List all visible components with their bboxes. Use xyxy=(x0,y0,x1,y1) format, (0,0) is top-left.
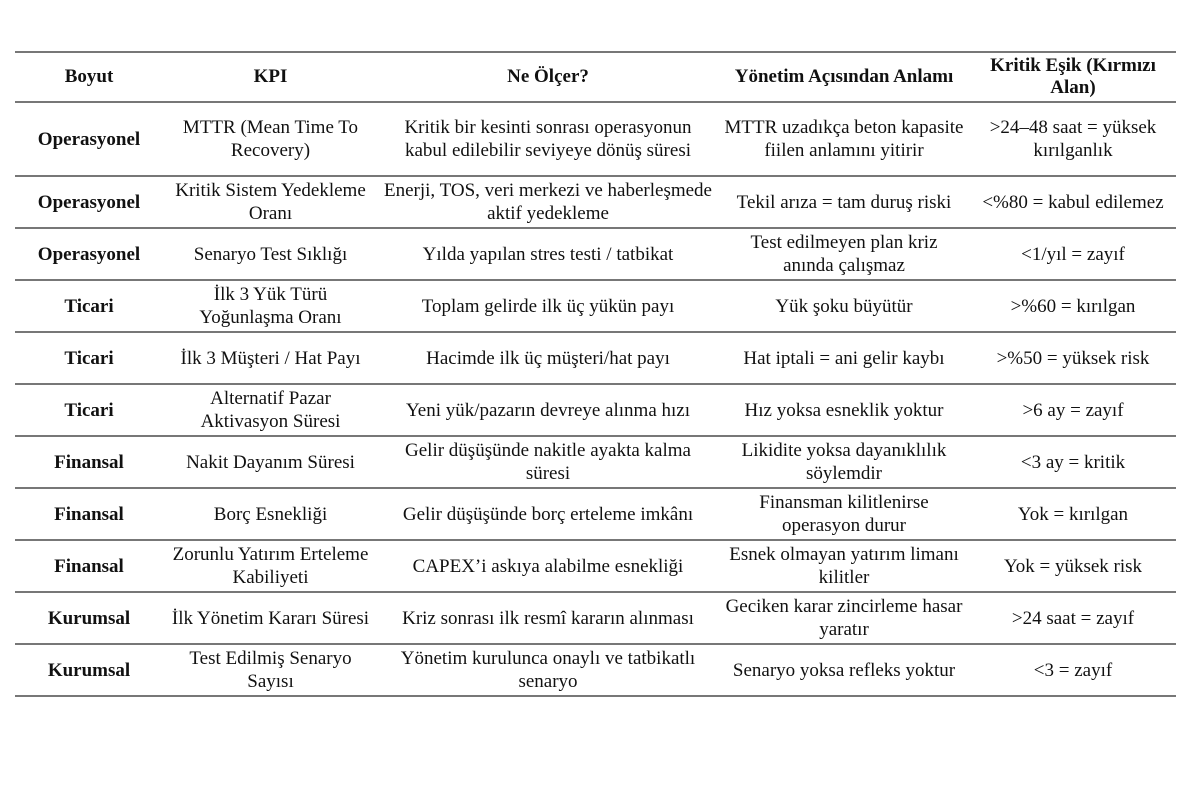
cell-ne-olcer: Yeni yük/pazarın devreye alınma hızı xyxy=(405,399,691,421)
table-header xyxy=(15,52,1176,102)
cell-kritik-esik: <3 = zayıf xyxy=(1033,659,1113,681)
cell-kritik-esik: >%60 = kırılgan xyxy=(1010,295,1136,317)
cell-kritik-esik: >%50 = yüksek risk xyxy=(996,347,1150,369)
cell-kritik-esik: Yok = yüksek risk xyxy=(1003,555,1143,577)
cell-boyut: Ticari xyxy=(64,295,114,317)
table-row xyxy=(15,228,1176,280)
cell-kpi: İlk 3 Yük Türü Yoğunlaşma Oranı xyxy=(199,284,342,328)
cell-ne-olcer: Kriz sonrası ilk resmî kararın alınması xyxy=(402,607,694,629)
cell-yonetim-anlami: Hız yoksa esneklik yoktur xyxy=(744,399,944,421)
cell-yonetim-anlami: Test edilmeyen plan kriz anında çalışmaz xyxy=(750,232,938,276)
cell-ne-olcer: Gelir düşüşünde nakitle ayakta kalma süresi xyxy=(405,440,691,484)
cell-kritik-esik: <1/yıl = zayıf xyxy=(1021,243,1125,265)
cell-boyut: Finansal xyxy=(54,555,124,577)
cell-ne-olcer: Toplam gelirde ilk üç yükün payı xyxy=(421,295,675,317)
table-row xyxy=(15,384,1176,436)
table-row xyxy=(15,102,1176,176)
cell-kpi: İlk 3 Müşteri / Hat Payı xyxy=(180,347,361,369)
cell-yonetim-anlami: MTTR uzadıkça beton kapasite fiilen anlamını yitirir xyxy=(724,117,964,161)
cell-kpi: Alternatif Pazar Aktivasyon Süresi xyxy=(200,388,341,432)
cell-kpi: İlk Yönetim Kararı Süresi xyxy=(171,607,370,629)
table-row xyxy=(15,488,1176,540)
cell-ne-olcer: Kritik bir kesinti sonrası operasyonun kabul edilebilir seviyeye dönüş süresi xyxy=(404,117,692,161)
cell-kpi: MTTR (Mean Time To Recovery) xyxy=(182,117,359,161)
cell-boyut: Operasyonel xyxy=(37,243,141,265)
cell-kritik-esik: <3 ay = kritik xyxy=(1020,451,1126,473)
cell-boyut: Finansal xyxy=(54,451,124,473)
cell-boyut: Kurumsal xyxy=(47,607,131,629)
header-ne-olcer: Ne Ölçer? xyxy=(507,66,589,87)
cell-boyut: Ticari xyxy=(64,399,114,421)
cell-kritik-esik: Yok = kırılgan xyxy=(1017,503,1129,525)
cell-ne-olcer: Enerji, TOS, veri merkezi ve haberleşmede aktif yedekleme xyxy=(384,180,712,224)
table-row xyxy=(15,280,1176,332)
cell-kpi: Nakit Dayanım Süresi xyxy=(186,451,355,473)
header-boyut: Boyut xyxy=(64,66,114,87)
table-row xyxy=(15,592,1176,644)
kpi-table xyxy=(15,51,1176,697)
cell-kritik-esik: >24–48 saat = yüksek kırılganlık xyxy=(989,117,1157,161)
cell-boyut: Kurumsal xyxy=(47,659,131,681)
table-body xyxy=(15,102,1176,696)
cell-ne-olcer: Hacimde ilk üç müşteri/hat payı xyxy=(426,347,670,369)
cell-kpi: Kritik Sistem Yedekleme Oranı xyxy=(175,180,366,224)
cell-kritik-esik: >24 saat = zayıf xyxy=(1011,607,1135,629)
header-row xyxy=(15,52,1176,102)
cell-kpi: Zorunlu Yatırım Erteleme Kabiliyeti xyxy=(172,544,369,588)
table-row xyxy=(15,332,1176,384)
cell-yonetim-anlami: Likidite yoksa dayanıklılık söylemdir xyxy=(741,440,947,484)
table-row xyxy=(15,644,1176,696)
cell-kpi: Borç Esnekliği xyxy=(213,503,328,525)
cell-yonetim-anlami: Yük şoku büyütür xyxy=(775,295,913,317)
cell-ne-olcer: CAPEX’i askıya alabilme esnekliği xyxy=(412,555,684,577)
header-kpi: KPI xyxy=(253,66,288,87)
cell-kritik-esik: <%80 = kabul edilemez xyxy=(982,191,1164,213)
cell-yonetim-anlami: Finansman kilitlenirse operasyon durur xyxy=(759,492,929,536)
cell-ne-olcer: Yılda yapılan stres testi / tatbikat xyxy=(422,243,674,265)
cell-kpi: Test Edilmiş Senaryo Sayısı xyxy=(189,648,352,692)
table-row xyxy=(15,540,1176,592)
cell-ne-olcer: Yönetim kurulunca onaylı ve tatbikatlı senaryo xyxy=(400,648,696,692)
table-row xyxy=(15,176,1176,228)
header-yonetim-anlami: Yönetim Açısından Anlamı xyxy=(734,66,954,87)
table-row xyxy=(15,436,1176,488)
cell-yonetim-anlami: Tekil arıza = tam duruş riski xyxy=(736,191,952,213)
cell-boyut: Operasyonel xyxy=(37,128,141,150)
cell-ne-olcer: Gelir düşüşünde borç erteleme imkânı xyxy=(402,503,694,525)
cell-boyut: Finansal xyxy=(54,503,124,525)
header-kritik-esik: Kritik Eşik (Kırmızı Alan) xyxy=(990,55,1156,98)
cell-kritik-esik: >6 ay = zayıf xyxy=(1022,399,1124,421)
cell-boyut: Ticari xyxy=(64,347,114,369)
cell-yonetim-anlami: Hat iptali = ani gelir kaybı xyxy=(743,347,945,369)
cell-yonetim-anlami: Senaryo yoksa refleks yoktur xyxy=(732,659,956,681)
cell-kpi: Senaryo Test Sıklığı xyxy=(193,243,348,265)
cell-yonetim-anlami: Esnek olmayan yatırım limanı kilitler xyxy=(729,544,959,588)
cell-boyut: Operasyonel xyxy=(37,191,141,213)
cell-yonetim-anlami: Geciken karar zincirleme hasar yaratır xyxy=(725,596,963,640)
